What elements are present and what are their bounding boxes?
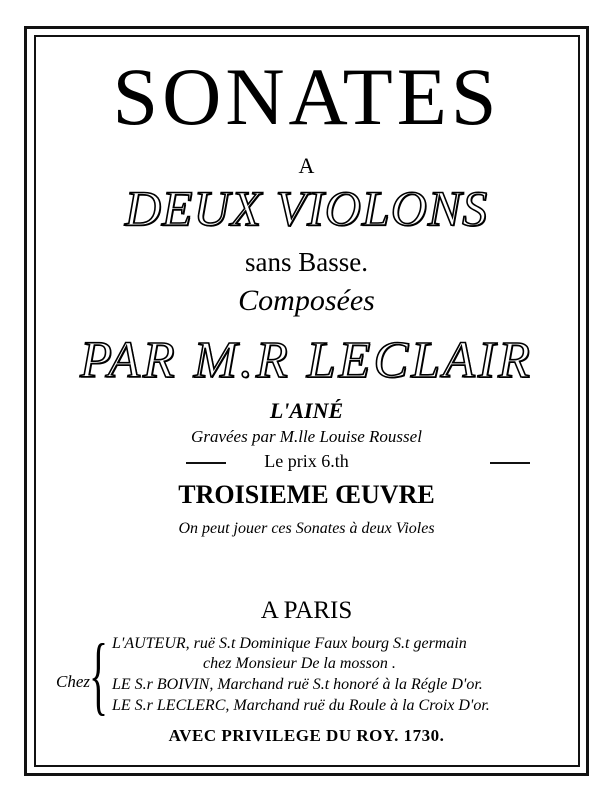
royal-privilege: AVEC PRIVILEGE DU ROY. 1730. xyxy=(168,726,445,745)
preposition: A xyxy=(298,153,315,178)
without-bass: sans Basse. xyxy=(245,247,368,277)
instruments: DEUX VIOLONS xyxy=(124,180,489,236)
engraver-credit: Gravées par M.lle Louise Roussel xyxy=(191,427,422,446)
seller-address-4: LE S.r LECLERC, Marchand ruë du Roule à la Croix D'or. xyxy=(112,697,490,714)
performance-note: On peut jouer ces Sonates à deux Violes xyxy=(178,520,435,537)
composer-name: PAR M.R LECLAIR xyxy=(80,332,533,389)
seller-address-1: L'AUTEUR, ruë S.t Dominique Faux bourg S.t germain xyxy=(112,635,467,652)
opus-number: TROISIEME ŒUVRE xyxy=(178,480,435,509)
right-dash-ornament xyxy=(490,462,530,464)
seller-address-2: chez Monsieur De la mosson . xyxy=(203,655,396,672)
city: A PARIS xyxy=(260,597,353,624)
composer-suffix: L'AINÉ xyxy=(269,398,344,423)
composed-label: Composées xyxy=(238,284,375,317)
brace-ornament: { xyxy=(89,627,109,724)
price: Le prix 6.th xyxy=(264,451,349,471)
sellers-intro: Chez xyxy=(56,672,90,691)
title: SONATES xyxy=(112,51,501,142)
seller-address-3: LE S.r BOIVIN, Marchand ruë S.t honoré à la Régle D'or. xyxy=(112,676,483,693)
